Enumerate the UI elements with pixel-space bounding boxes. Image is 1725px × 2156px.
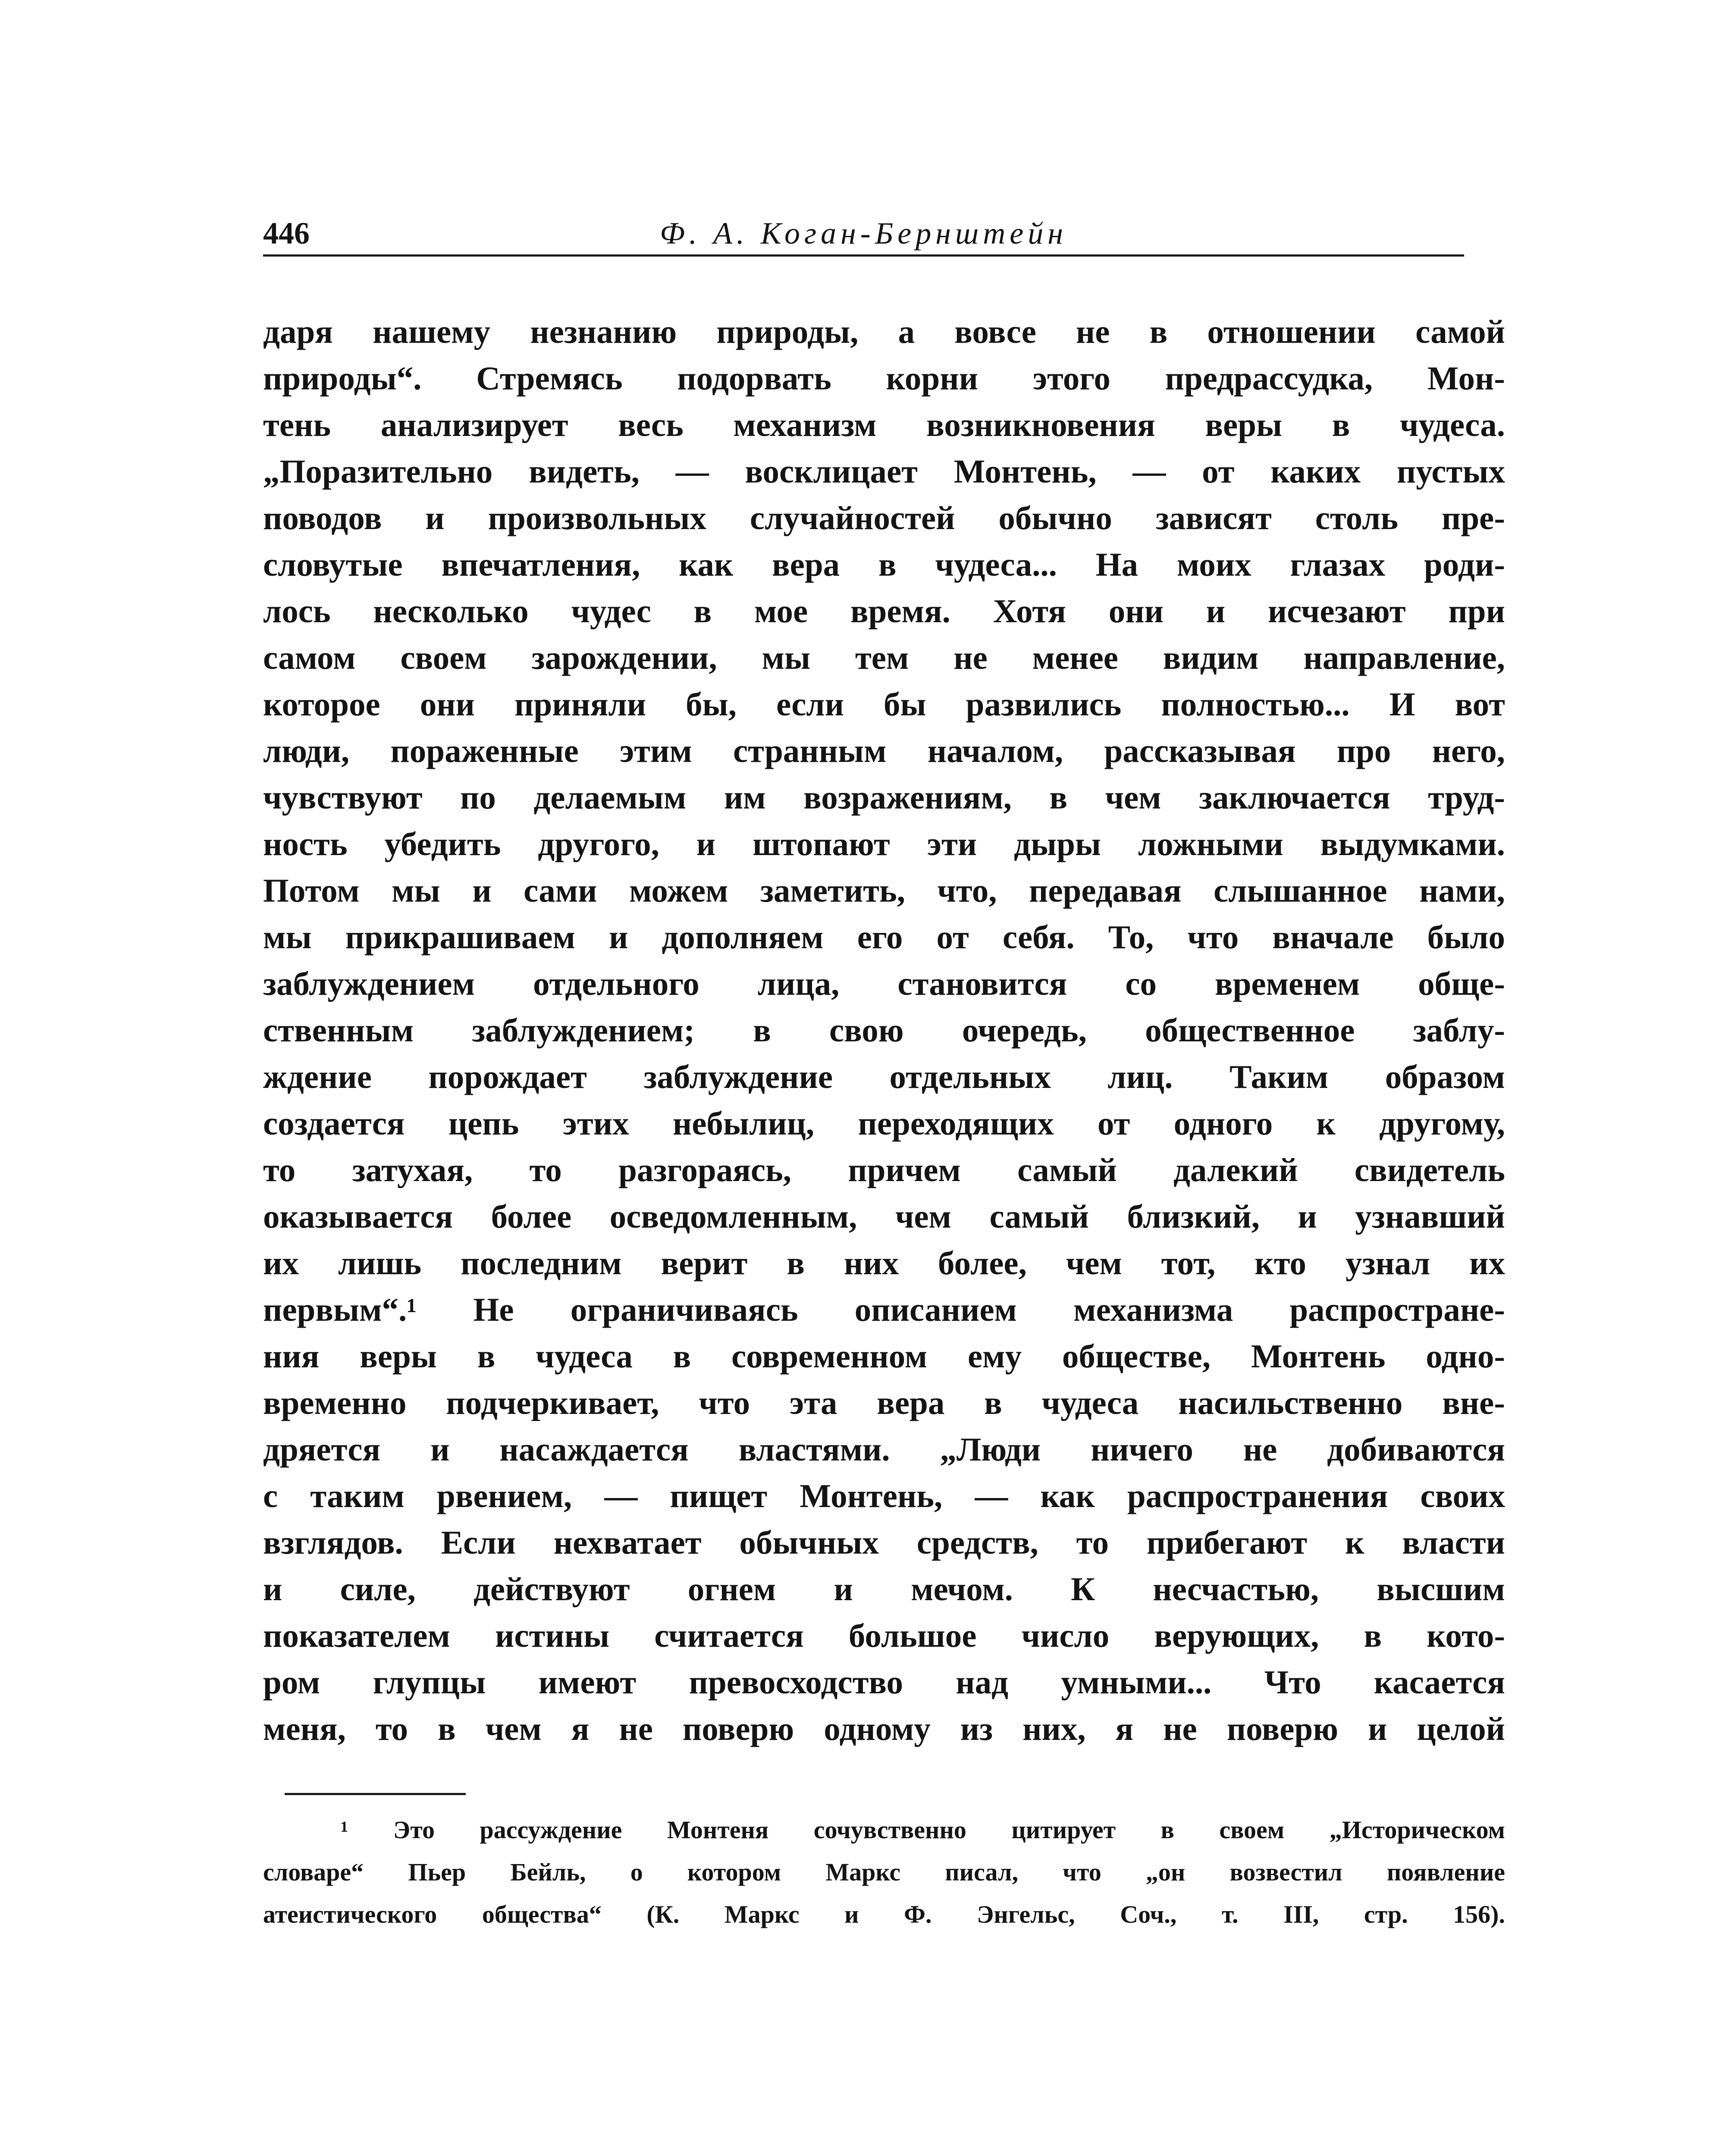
page-number: 446 (263, 216, 310, 251)
text-line: лось несколько чудес в мое время. Хотя они и исчезают при (263, 592, 1505, 630)
text-line: „Поразительно видеть, — восклицает Монтень, — от каких пустых (263, 453, 1505, 490)
text-line: то затухая, то разгораясь, причем самый далекий свидетель (263, 1151, 1505, 1188)
text-line: показателем истины считается большое число верующих, в кото- (263, 1617, 1505, 1654)
text-line: тень анализирует весь механизм возникновения веры в чудеса. (263, 406, 1505, 443)
text-line: ром глупцы имеют превосходство над умными... Что касается (263, 1664, 1505, 1701)
text-line: даря нашему незнанию природы, а вовсе не в отношении самой (263, 313, 1505, 350)
text-line: природы“. Стремясь подорвать корни этого предрассудка, Мон- (263, 360, 1505, 397)
text-line: создается цепь этих небылиц, переходящих от одного к другому, (263, 1105, 1505, 1142)
text-line: оказывается более осведомленным, чем самый близкий, и узнавший (263, 1198, 1505, 1235)
running-title: Ф. А. Коган-Бернштейн (660, 216, 1067, 251)
text-line: первым“.¹ Не ограничиваясь описанием механизма распростране- (263, 1291, 1505, 1328)
text-line: люди, пораженные этим странным началом, рассказывая про него, (263, 732, 1505, 769)
text-line: поводов и произвольных случайностей обычно зависят столь пре- (263, 499, 1505, 536)
text-line: чувствуют по делаемым им возражениям, в чем заключается труд- (263, 779, 1505, 816)
text-line: заблуждением отдельного лица, становится со временем обще- (263, 965, 1505, 1002)
text-line: ность убедить другого, и штопают эти дыры ложными выдумками. (263, 825, 1505, 862)
text-line: и силе, действуют огнем и мечом. К несчастью, высшим (263, 1570, 1505, 1608)
text-line: которое они приняли бы, если бы развились полностью... И вот (263, 686, 1505, 723)
text-line: ния веры в чудеса в современном ему обществе, Монтень одно- (263, 1338, 1505, 1375)
text-line: мы прикрашиваем и дополняем его от себя. То, что вначале было (263, 918, 1505, 956)
text-line: меня, то в чем я не поверю одному из них, я не поверю и целой (263, 1710, 1505, 1747)
page-header (263, 216, 1464, 257)
text-line: с таким рвением, — пищет Монтень, — как распространения своих (263, 1477, 1505, 1514)
text-line: Потом мы и сами можем заметить, что, передавая слышанное нами, (263, 872, 1505, 909)
text-line: взглядов. Если нехватает обычных средств, то прибегают к власти (263, 1524, 1505, 1561)
text-line: дряется и насаждается властями. „Люди ничего не добиваются (263, 1431, 1505, 1468)
footnote-line: атеистического общества“ (К. Маркс и Ф. Энгельс, Соч., т. III, стр. 156). (263, 1900, 1505, 1928)
footnote-line: словаре“ Пьер Бейль, о котором Маркс писал, что „он возвестил появление (263, 1858, 1505, 1886)
footnote-line: ¹ Это рассуждение Монтеня сочувственно цитирует в своем „Историческом (341, 1816, 1505, 1844)
text-line: словутые впечатления, как вера в чудеса... На моих глазах роди- (263, 546, 1505, 583)
text-line: ственным заблуждением; в свою очередь, общественное заблу- (263, 1012, 1505, 1049)
text-line: ждение порождает заблуждение отдельных лиц. Таким образом (263, 1058, 1505, 1095)
text-line: их лишь последним верит в них более, чем тот, кто узнал их (263, 1244, 1505, 1282)
body-text (263, 308, 1505, 1752)
footnote (263, 1809, 1505, 1936)
text-line: самом своем зарождении, мы тем не менее видим направление, (263, 639, 1505, 676)
footnote-divider (285, 1793, 466, 1795)
text-line: временно подчеркивает, что эта вера в чудеса насильственно вне- (263, 1384, 1505, 1421)
